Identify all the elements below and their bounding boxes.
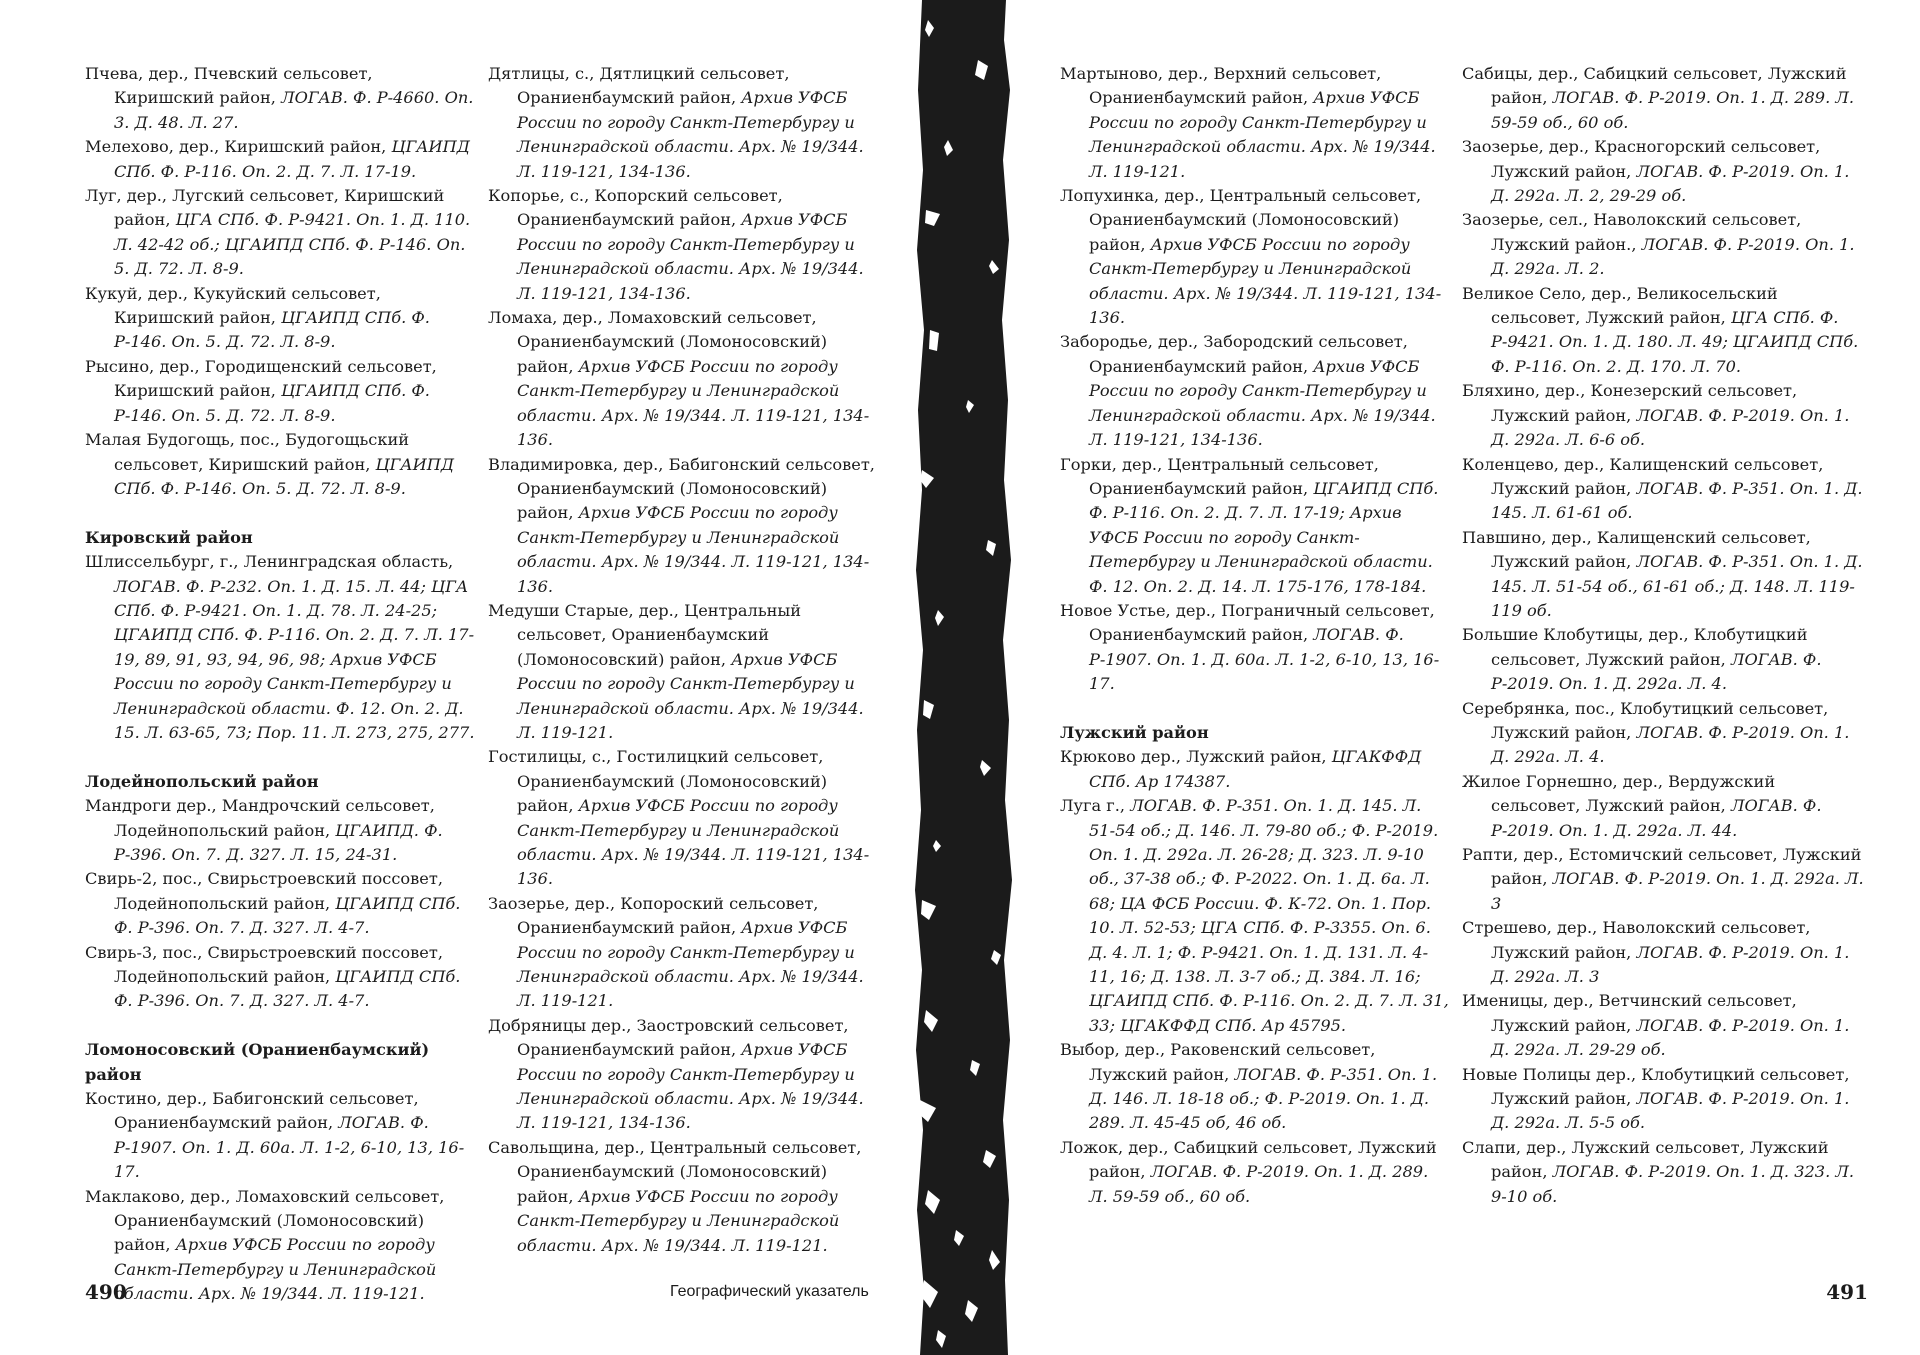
index-entry	[85, 428, 475, 501]
entry-place: Добряницы дер., Заостровский сельсовет, Ораниенбаумский район,	[488, 1015, 849, 1060]
entry-place: Сабицы, дер., Сабицкий сельсовет, Лужский район,	[1462, 64, 1847, 108]
entry-source: Архив УФСБ России по городу Санкт-Петербургу и Ленинградской области. Арх. № 19/344. Л. 119-121, 134-136.	[517, 1040, 864, 1133]
entry-place: Владимировка, дер., Бабигонский сельсовет, Ораниенбаумский (Ломоносовский) район,	[488, 454, 875, 523]
index-entry	[85, 794, 475, 867]
right-page-column-1	[1060, 62, 1452, 1209]
entry-place: Свирь-2, пос., Свирьстроевский поссовет, Лодейнопольский район,	[85, 869, 443, 913]
entry-source: ЛОГАВ. Ф. Р-1907. Оп. 1. Д. 60а. Л. 1-2, 6-10, 13, 16-17.	[114, 1113, 465, 1182]
entry-source: ЛОГАВ. Ф. Р-351. Оп. 1. Д. 145. Л. 51-54 об.; Д. 146. Л. 79-80 об.; Ф. Р-2019. Оп. 1. Д. 292а. Л. 26-28; Д. 323. Л. 9-10 об., 37-38 об.; Ф. Р-2022. Оп. 1. Д. 6а. Л. 68; ЦА ФСБ России. Ф. К-72. Оп. 1. Пор. 10. Л. 52-53; ЦГА СПб. Ф. Р-3355. Оп. 6. Д. 4. Л. 1; Ф. Р-9421. Оп. 1. Д. 131. Л. 4-11, 16; Д. 138. Л. 3-7 об.; Д. 384. Л. 16; ЦГАИПД СПб. Ф. Р-116. Оп. 2. Д. 7. Л. 31, 33; ЦГАКФФД СПб. Ар 45795.	[1089, 796, 1449, 1035]
entry-place: Горки, дер., Центральный сельсовет, Ораниенбаумский район,	[1060, 454, 1379, 498]
entry-source: ЦГАИПД СПб. Ф. Р-146. Оп. 5. Д. 72. Л. 8-9.	[114, 381, 430, 425]
entry-place: Серебрянка, пос., Клобутицкий сельсовет, Лужский район,	[1462, 698, 1829, 742]
index-entry	[488, 184, 883, 306]
entry-place: Костино, дер., Бабигонский сельсовет, Ораниенбаумский район,	[85, 1089, 419, 1133]
index-entry	[1060, 453, 1452, 599]
entry-place: Рысино, дер., Городищенский сельсовет, Киришский район,	[85, 356, 437, 401]
index-entry	[488, 1136, 883, 1258]
index-entry	[85, 941, 475, 1014]
index-entry	[1462, 916, 1867, 989]
entry-source: ЦГАИПД СПб. Ф. Р-116. Оп. 2. Д. 7. Л. 17-19.	[114, 137, 470, 181]
entry-source: ЛОГАВ. Ф. Р-232. Оп. 1. Д. 15. Л. 44; ЦГА СПб. Ф. Р-9421. Оп. 1. Д. 78. Л. 24-25; ЦГАИПД СПб. Ф. Р-116. Оп. 2. Д. 7. Л. 17-19, 89, 91, 93, 94, 96, 98; Архив УФСБ России по городу Санкт-Петербургу и Ленинградской области. Ф. 12. Оп. 2. Д. 15. Л. 63-65, 73; Пор. 11. Л. 273, 275, 277.	[114, 576, 475, 742]
entry-place: Луга г.,	[1060, 796, 1131, 816]
entry-source: Архив УФСБ России по городу Санкт-Петербургу и Ленинградской области. Арх. № 19/344. Л. 119-121, 134-136.	[1089, 234, 1442, 328]
entry-place: Копорье, с., Копорский сельсовет, Ораниенбаумский район,	[488, 186, 783, 230]
section-heading: Лодейнопольский район	[85, 771, 319, 791]
entry-source: ЛОГАВ. Ф. Р-351. Оп. 1. Д. 145. Л. 51-54 об., 61-61 об.; Д. 148. Л. 119-119 об.	[1491, 552, 1863, 620]
entry-place: Шлиссельбург, г., Ленинградская область,	[85, 552, 454, 572]
running-title: Географический указатель	[670, 1283, 869, 1300]
entry-place: Забородье, дер., Забородский сельсовет, Ораниенбаумский район,	[1060, 332, 1408, 376]
index-entry	[1060, 599, 1452, 697]
entry-source: ЛОГАВ. Ф. Р-2019. Оп. 1. Д. 292а. Л. 5-5 об.	[1491, 1089, 1850, 1133]
entry-source: Архив УФСБ России по городу Санкт-Петербургу и Ленинградской области. Арх. № 19/344. Л. 119-121.	[517, 1186, 840, 1255]
index-entry	[85, 867, 475, 940]
entry-source: ЦГАИПД СПб. Ф. Р-146. Оп. 5. Д. 72. Л. 8-9.	[114, 454, 455, 498]
entry-source: Архив УФСБ России по городу Санкт-Петербургу и Ленинградской области. Арх. № 19/344. Л. 119-121, 134-136.	[517, 503, 870, 596]
index-entry	[1060, 745, 1452, 794]
entry-place: Слапи, дер., Лужский сельсовет, Лужский район,	[1462, 1137, 1829, 1182]
entry-place: Мартыново, дер., Верхний сельсовет, Ораниенбаумский район,	[1060, 64, 1382, 108]
entry-place: Именицы, дер., Ветчинский сельсовет, Лужский район,	[1462, 991, 1797, 1035]
index-entry	[1462, 1136, 1867, 1209]
entry-place: Лопухинка, дер., Центральный сельсовет, Ораниенбаумский (Ломоносовский) район,	[1060, 186, 1422, 254]
entry-place: Пчева, дер., Пчевский сельсовет, Киришский район,	[85, 64, 373, 108]
entry-source: ЛОГАВ. Ф. Р-2019. Оп. 1. Д. 292а. Л. 2, 29-29 об.	[1491, 161, 1850, 206]
entry-place: Ломаха, дер., Ломаховский сельсовет, Ораниенбаумский (Ломоносовский) район,	[488, 308, 828, 376]
entry-source: Архив УФСБ России по городу Санкт-Петербургу и Ленинградской области. Арх. № 19/344. Л. 119-121.	[517, 649, 864, 742]
index-entry	[1462, 208, 1867, 281]
entry-source: ЛОГАВ. Ф. Р-2019. Оп. 1. Д. 289. Л. 59-59 об., 60 об.	[1491, 88, 1855, 132]
entry-place: Заозерье, дер., Красногорский сельсовет, Лужский район,	[1462, 137, 1821, 181]
entry-source: ЛОГАВ. Ф. Р-4660. Оп. 3. Д. 48. Л. 27.	[114, 88, 474, 132]
entry-place: Савольщина, дер., Центральный сельсовет, Ораниенбаумский (Ломоносовский) район,	[488, 1137, 862, 1206]
index-entry	[1060, 184, 1452, 330]
entry-source: ЛОГАВ. Ф. Р-2019. Оп. 1. Д. 292а. Л. 4.	[1491, 722, 1850, 767]
index-entry	[1462, 379, 1867, 452]
entry-place: Большие Клобутицы, дер., Клобутицкий сельсовет, Лужский район,	[1462, 625, 1808, 669]
entry-source: ЛОГАВ. Ф. Р-2019. Оп. 1. Д. 289. Л. 59-59 об., 60 об.	[1089, 1162, 1429, 1206]
left-page-column-1	[85, 62, 475, 1307]
entry-source: Архив УФСБ России по городу Санкт-Петербургу и Ленинградской области. Арх. № 19/344. Л. 119-121.	[114, 1235, 437, 1304]
entry-source: ЛОГАВ. Ф. Р-2019. Оп. 1. Д. 292а. Л. 3	[1491, 942, 1850, 987]
index-entry	[1462, 453, 1867, 526]
index-entry	[488, 892, 883, 1014]
index-entry	[488, 453, 883, 599]
index-entry	[1060, 62, 1452, 184]
index-entry	[488, 62, 883, 184]
entry-source: ЛОГАВ. Ф. Р-2019. Оп. 1. Д. 292а. Л. 3	[1491, 869, 1864, 913]
entry-source: ЦГАИПД СПб. Ф. Р-396. Оп. 7. Д. 327. Л. 4-7.	[114, 967, 461, 1011]
entry-place: Дятлицы, с., Дятлицкий сельсовет, Ораниенбаумский район,	[488, 64, 790, 108]
entry-place: Маклаково, дер., Ломаховский сельсовет, Ораниенбаумский (Ломоносовский) район,	[85, 1186, 445, 1255]
index-entry	[1462, 623, 1867, 696]
section-heading: Лужский район	[1060, 722, 1209, 742]
entry-source: ЛОГАВ. Ф. Р-2019. Оп. 1. Д. 292а. Л. 4.	[1491, 649, 1822, 694]
index-entry	[85, 62, 475, 135]
entry-place: Медуши Старые, дер., Центральный сельсовет, Ораниенбаумский (Ломоносовский) район,	[488, 600, 802, 669]
entry-source: ЛОГАВ. Ф. Р-2019. Оп. 1. Д. 292а. Л. 6-6 об.	[1491, 405, 1850, 450]
index-entry	[85, 1087, 475, 1185]
index-entry	[1462, 697, 1867, 770]
entry-source: Архив УФСБ России по городу Санкт-Петербургу и Ленинградской области. Арх. № 19/344. Л. 119-121, 134-136.	[517, 356, 870, 450]
entry-place: Жилое Горнешно, дер., Вердужский сельсовет, Лужский район,	[1462, 771, 1776, 816]
entry-place: Бляхино, дер., Конезерский сельсовет, Лужский район,	[1462, 381, 1798, 425]
page-number-right: 491	[1826, 1280, 1868, 1304]
entry-source: Архив УФСБ России по городу Санкт-Петербургу и Ленинградской области. Арх. № 19/344. Л. 119-121, 134-136.	[517, 210, 864, 303]
entry-place: Новые Полицы дер., Клобутицкий сельсовет, Лужский район,	[1462, 1064, 1850, 1109]
entry-place: Великое Село, дер., Великосельский сельсовет, Лужский район,	[1462, 283, 1778, 328]
entry-source: ЛОГАВ. Ф. Р-2019. Оп. 1. Д. 292а. Л. 44.	[1491, 796, 1822, 840]
entry-source: ЦГА СПб. Ф. Р-9421. Оп. 1. Д. 110. Л. 42-42 об.; ЦГАИПД СПб. Ф. Р-146. Оп. 5. Д. 72. Л. 8-9.	[114, 210, 471, 279]
index-entry	[85, 355, 475, 428]
index-entry	[488, 599, 883, 745]
entry-place: Мандроги дер., Мандрочский сельсовет, Лодейнопольский район,	[85, 796, 435, 840]
entry-source: Архив УФСБ России по городу Санкт-Петербургу и Ленинградской области. Арх. № 19/344. Л. 119-121.	[1089, 88, 1436, 181]
index-entry	[1060, 330, 1452, 452]
entry-place: Рапти, дер., Естомичский сельсовет, Лужский район,	[1462, 845, 1862, 889]
entry-place: Кукуй, дер., Кукуйский сельсовет, Киришский район,	[85, 283, 381, 328]
entry-source: Архив УФСБ России по городу Санкт-Петербургу и Ленинградской области. Арх. № 19/344. Л. 119-121, 134-136.	[517, 88, 864, 181]
entry-source: ЦГАИПД СПб. Ф. Р-146. Оп. 5. Д. 72. Л. 8-9.	[114, 308, 430, 352]
entry-place: Ложок, дер., Сабицкий сельсовет, Лужский район,	[1060, 1137, 1437, 1182]
index-entry	[85, 135, 475, 184]
index-entry	[1462, 135, 1867, 208]
index-entry	[1462, 989, 1867, 1062]
entry-place: Стрешево, дер., Наволокский сельсовет, Лужский район,	[1462, 918, 1811, 962]
entry-source: ЦГАКФФД СПб. Ар 174387.	[1089, 747, 1422, 791]
entry-source: ЛОГАВ. Ф. Р-1907. Оп. 1. Д. 60а. Л. 1-2, 6-10, 13, 16-17.	[1089, 625, 1440, 694]
section-heading: Кировский район	[85, 527, 253, 547]
entry-source: ЦГАИПД СПб. Ф. Р-116. Оп. 2. Д. 7. Л. 17-19; Архив УФСБ России по городу Санкт-Петербургу и Ленинградской области. Ф. 12. Оп. 2. Д. 14. Л. 175-176, 178-184.	[1089, 478, 1439, 596]
index-entry	[488, 1014, 883, 1136]
entry-place: Луг, дер., Лугский сельсовет, Киришский район,	[85, 186, 445, 230]
right-page	[1018, 0, 1920, 1355]
left-page	[0, 0, 910, 1355]
index-entry	[1060, 1136, 1452, 1209]
index-entry	[85, 282, 475, 355]
entry-place: Заозерье, сел., Наволокский сельсовет, Лужский район.,	[1462, 210, 1802, 254]
entry-source: ЛОГАВ. Ф. Р-2019. Оп. 1. Д. 323. Л. 9-10 об.	[1491, 1162, 1855, 1206]
entry-place: Коленцево, дер., Калищенский сельсовет, Лужский район,	[1462, 454, 1824, 498]
index-entry	[1060, 794, 1452, 1038]
entry-place: Мелехово, дер., Киришский район,	[85, 137, 392, 157]
index-entry	[488, 306, 883, 452]
entry-source: ЛОГАВ. Ф. Р-351. Оп. 1. Д. 145. Л. 61-61 об.	[1491, 478, 1863, 523]
entry-source: ЦГА СПб. Ф. Р-9421. Оп. 1. Д. 180. Л. 49; ЦГАИПД СПб. Ф. Р-116. Оп. 2. Д. 170. Л. 70.	[1491, 308, 1859, 376]
index-entry	[1462, 526, 1867, 624]
entry-place: Павшино, дер., Калищенский сельсовет, Лужский район,	[1462, 527, 1811, 572]
index-entry	[85, 1185, 475, 1307]
entry-source: ЛОГАВ. Ф. Р-351. Оп. 1. Д. 146. Л. 18-18 об.; Ф. Р-2019. Оп. 1. Д. 289. Л. 45-45 об, 46 об.	[1089, 1064, 1438, 1133]
index-entry	[1060, 1038, 1452, 1136]
index-entry	[1462, 770, 1867, 843]
entry-place: Свирь-3, пос., Свирьстроевский поссовет, Лодейнопольский район,	[85, 942, 443, 986]
entry-place: Малая Будогощь, пос., Будогощьский сельсовет, Киришский район,	[85, 430, 410, 474]
index-entry	[85, 550, 475, 745]
entry-source: Архив УФСБ России по городу Санкт-Петербургу и Ленинградской области. Арх. № 19/344. Л. 119-121, 134-136.	[517, 796, 870, 889]
left-page-column-2	[488, 62, 883, 1258]
entry-source: ЦГАИПД. Ф. Р-396. Оп. 7. Д. 327. Л. 15, 24-31.	[114, 820, 443, 864]
entry-source: Архив УФСБ России по городу Санкт-Петербургу и Ленинградской области. Арх. № 19/344. Л. 119-121, 134-136.	[1089, 356, 1436, 450]
index-entry	[488, 745, 883, 891]
entry-place: Заозерье, дер., Копороский сельсовет, Ораниенбаумский район,	[488, 893, 819, 938]
entry-source: Архив УФСБ России по городу Санкт-Петербургу и Ленинградской области. Арх. № 19/344. Л. 119-121.	[517, 918, 864, 1011]
entry-place: Новое Устье, дер., Пограничный сельсовет, Ораниенбаумский район,	[1060, 600, 1435, 645]
entry-source: ЛОГАВ. Ф. Р-2019. Оп. 1. Д. 292а. Л. 29-29 об.	[1491, 1015, 1850, 1060]
index-entry	[1462, 62, 1867, 135]
entry-source: ЦГАИПД СПб. Ф. Р-396. Оп. 7. Д. 327. Л. 4-7.	[114, 893, 461, 938]
index-entry	[1462, 282, 1867, 380]
entry-place: Крюково дер., Лужский район,	[1060, 747, 1332, 767]
spine-ink-texture	[908, 0, 1020, 1355]
entry-source: ЛОГАВ. Ф. Р-2019. Оп. 1. Д. 292а. Л. 2.	[1491, 234, 1855, 279]
index-entry	[85, 184, 475, 282]
index-entry	[1462, 1063, 1867, 1136]
index-entry	[1462, 843, 1867, 916]
entry-place: Выбор, дер., Раковенский сельсовет, Лужский район,	[1060, 1040, 1376, 1084]
section-heading: Ломоносовский (Ораниенбаумский) район	[85, 1040, 430, 1084]
entry-place: Гостилицы, с., Гостилицкий сельсовет, Ораниенбаумский (Ломоносовский) район,	[488, 747, 828, 816]
page-number-left: 490	[85, 1280, 127, 1304]
right-page-column-2	[1462, 62, 1867, 1209]
